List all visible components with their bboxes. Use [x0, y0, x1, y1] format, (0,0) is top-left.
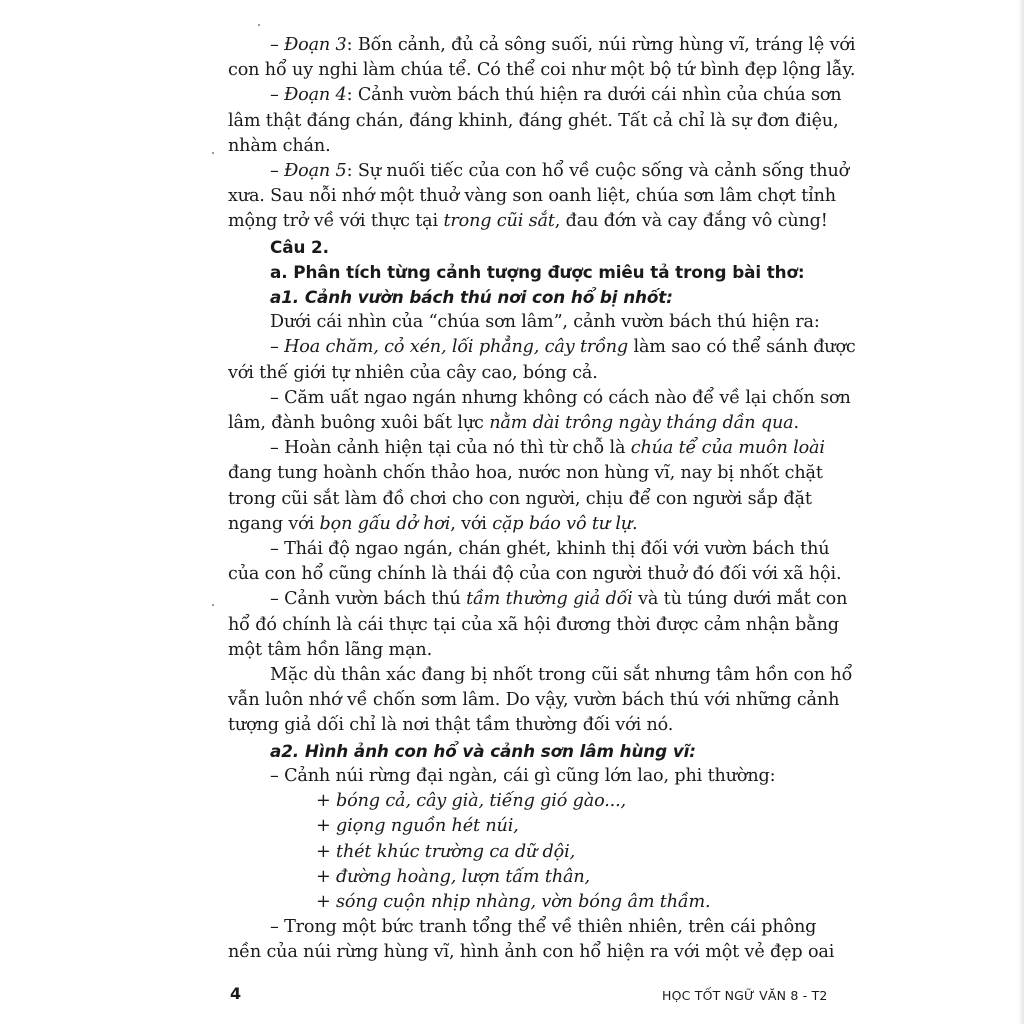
italic-text: trong cũi sắt	[443, 211, 555, 232]
text-run: nhàm chán.	[228, 135, 331, 156]
text-run: ngang với	[228, 513, 320, 534]
text-run: xưa. Sau nỗi nhớ một thuở vàng son oanh liệt, chúa sơn lâm chợt tỉnh	[228, 186, 836, 207]
italic-text: sóng cuộn nhịp nhàng, vờn bóng âm thầm.	[336, 891, 711, 912]
text-line	[228, 814, 788, 839]
text-line	[228, 512, 788, 537]
text-run: a1. Cảnh vườn bách thú nơi con hổ bị nhốt:	[270, 287, 673, 308]
document-body	[228, 33, 856, 966]
text-line	[228, 411, 799, 436]
text-line	[228, 335, 856, 360]
text-run: con hổ uy nghi làm chúa tể. Có thể coi như một bộ tứ bình đẹp lộng lẫy.	[228, 60, 856, 81]
text-run: hổ đó chính là cái thực tại của xã hội đương thời được cảm nhận bằng	[228, 614, 839, 635]
text-line	[228, 436, 825, 461]
text-run: +	[316, 891, 337, 912]
italic-text: thét khúc trường ca dữ dội,	[336, 841, 576, 862]
text-line	[228, 613, 839, 638]
text-line	[228, 487, 812, 512]
text-line	[228, 361, 788, 386]
italic-text: Đoạn 5	[284, 161, 347, 182]
section-heading	[228, 235, 788, 260]
running-footer-title: HỌC TỐT NGỮ VĂN 8 - T2	[662, 988, 828, 1003]
text-run: – Trong một bức tranh tổng thể về thiên nhiên, trên cái phông	[270, 917, 817, 938]
text-run: +	[316, 791, 337, 812]
text-line	[228, 386, 851, 411]
text-run: tượng giả dối chỉ là nơi thật tầm thường đối với nó.	[228, 715, 674, 736]
text-run: –	[270, 35, 285, 55]
text-run: – Cảnh núi rừng đại ngàn, cái gì cũng lớn lao, phi thường:	[270, 765, 776, 786]
text-run: với thế giới tự nhiên của cây cao, bóng cả.	[228, 362, 598, 383]
italic-text: nằm dài trông ngày tháng dần qua	[489, 413, 794, 434]
italic-text: bóng cả, cây già, tiếng gió gào...,	[336, 791, 626, 812]
text-line	[228, 184, 836, 209]
text-run: a. Phân tích từng cảnh tượng được miêu tả trong bài thơ:	[270, 261, 805, 282]
text-run: trong cũi sắt làm đồ chơi cho con người, chịu để con người sắp đặt	[228, 488, 812, 509]
text-line	[228, 789, 788, 814]
text-line	[228, 638, 788, 663]
text-run: , với	[450, 513, 493, 534]
text-run: Câu 2.	[270, 236, 329, 257]
text-line	[228, 58, 856, 83]
text-run: mộng trở về với thực tại	[228, 211, 444, 232]
text-run: +	[316, 866, 337, 887]
italic-text: bọn gấu dở hơi	[319, 513, 451, 534]
text-line	[228, 109, 839, 134]
text-run: a2. Hình ảnh con hổ và cảnh sơn lâm hùng vĩ:	[270, 740, 696, 761]
scan-speck	[212, 604, 214, 606]
text-line	[228, 134, 788, 159]
text-line	[228, 537, 830, 562]
text-run: Dưới cái nhìn của “chúa sơn lâm”, cảnh vườn bách thú hiện ra:	[270, 312, 820, 333]
text-run: –	[270, 85, 285, 106]
text-run: một tâm hồn lãng mạn.	[228, 639, 433, 660]
text-run: của con hổ cũng chính là thái độ của con người thuở đó đối với xã hội.	[228, 564, 842, 585]
text-run: đang tung hoành chốn thảo hoa, nước non hùng vĩ, nay bị nhốt chặt	[228, 463, 823, 484]
text-line	[228, 209, 828, 234]
text-run: lâm thật đáng chán, đáng khinh, đáng ghét. Tất cả chỉ là sự đơn điệu,	[228, 110, 839, 131]
italic-text: Đoạn 3	[284, 35, 347, 55]
text-run: Mặc dù thân xác đang bị nhốt trong cũi sắt nhưng tâm hồn con hổ	[270, 665, 853, 686]
text-line	[228, 890, 788, 915]
text-line	[228, 310, 820, 335]
text-run: lâm, đành buông xuôi bất lực	[228, 413, 490, 434]
text-line	[228, 940, 835, 965]
text-line	[228, 713, 788, 738]
italic-text: đường hoàng, lượn tấm thân,	[336, 866, 590, 887]
scan-speck	[212, 152, 214, 154]
text-run: làm sao có thể sánh được	[628, 337, 856, 358]
text-line	[228, 688, 840, 713]
italic-text: chúa tể của muôn loài	[630, 438, 825, 459]
italic-text: tầm thường giả dối	[466, 589, 633, 610]
text-run: .	[793, 413, 799, 434]
scan-speck	[258, 24, 260, 26]
text-run: –	[270, 161, 285, 182]
page-number: 4	[230, 984, 242, 1003]
text-line	[228, 663, 853, 688]
text-run: và tù túng dưới mắt con	[632, 589, 848, 610]
section-heading	[228, 739, 788, 764]
text-run: –	[270, 337, 285, 358]
text-line	[228, 840, 788, 865]
text-run: nền của núi rừng hùng vĩ, hình ảnh con hổ hiện ra với một vẻ đẹp oai	[228, 942, 835, 963]
italic-text: giọng nguồn hét núi,	[336, 816, 519, 837]
text-line	[228, 33, 856, 58]
text-run: , đau đớn và cay đắng vô cùng!	[554, 211, 828, 232]
text-line	[228, 587, 848, 612]
text-line	[228, 159, 850, 184]
text-line	[228, 83, 842, 108]
italic-text: Hoa chăm, cỏ xén, lối phẳng, cây trồng	[284, 337, 629, 358]
page-edge-shadow	[1018, 0, 1024, 1024]
text-run: +	[316, 816, 337, 837]
text-line	[228, 915, 817, 940]
text-run: vẫn luôn nhớ về chốn sơm lâm. Do vậy, vườn bách thú với những cảnh	[228, 690, 840, 711]
text-run: : Bốn cảnh, đủ cả sông suối, núi rừng hùng vĩ, tráng lệ với	[346, 35, 856, 55]
text-line	[228, 461, 823, 486]
text-line	[228, 865, 788, 890]
text-line	[228, 764, 788, 789]
text-run: – Thái độ ngao ngán, chán ghét, khinh thị đối với vườn bách thú	[270, 539, 830, 560]
italic-text: cặp báo vô tư lự	[492, 513, 633, 534]
section-heading	[228, 260, 805, 285]
text-run: – Cảnh vườn bách thú	[270, 589, 467, 610]
section-heading	[228, 285, 788, 310]
text-run: +	[316, 841, 337, 862]
text-run: : Cảnh vườn bách thú hiện ra dưới cái nhìn của chúa sơn	[346, 85, 842, 106]
text-run: – Căm uất ngao ngán nhưng không có cách nào để về lại chốn sơn	[270, 387, 851, 408]
italic-text: Đoạn 4	[284, 85, 347, 106]
text-run: – Hoàn cảnh hiện tại của nó thì từ chỗ là	[270, 438, 631, 459]
text-run: : Sự nuối tiếc của con hổ về cuộc sống và cảnh sống thuở	[346, 161, 850, 182]
text-run: .	[632, 513, 638, 534]
text-line	[228, 562, 842, 587]
